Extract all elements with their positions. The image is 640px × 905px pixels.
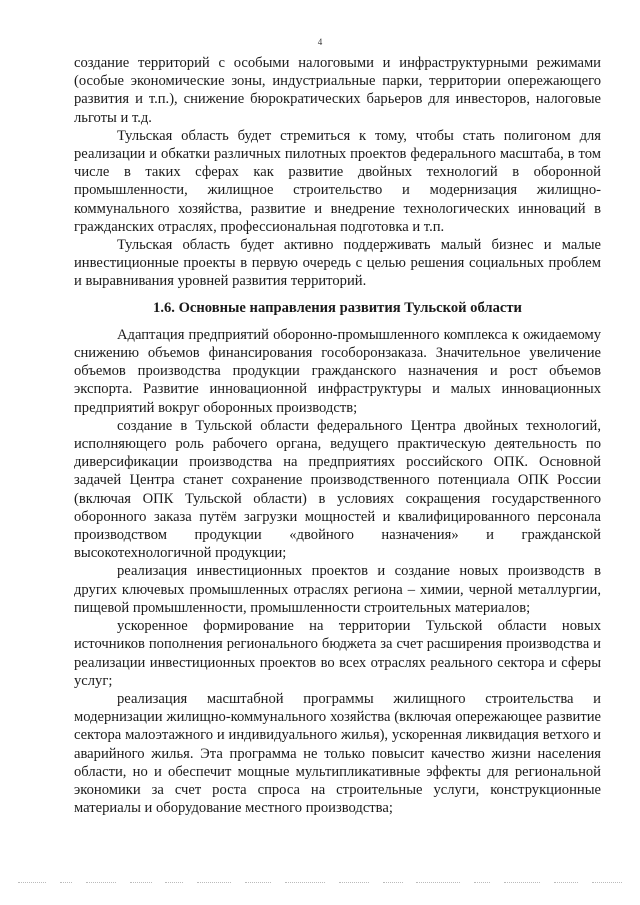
footer-mark <box>18 882 46 884</box>
footer-mark <box>165 882 183 884</box>
paragraph-housing-program: реализация масштабной программы жилищного строительства и модернизации жилищно-коммунального хозяйства (включая опережающее развитие сектора малоэтажного и индивидуального жилья), ускоренная ликвидация ветхого и аварийного жилья. Эта программа не только повысит качество жизни населения области, но и обеспечит мощные мультипликативные эффекты для региональной экономики за счет роста спроса на строительные услуги, конструкционные материалы и оборудование местного производства; <box>74 690 601 817</box>
document-body <box>74 54 601 817</box>
footer-mark <box>339 882 369 884</box>
paragraph-budget-sources: ускоренное формирование на территории Тульской области новых источников пополнения регионального бюджета за счет расширения производства и реализации инвестиционных проектов во всех отраслях реального сектора и сферы услуг; <box>74 618 601 689</box>
paragraph-small-business: Тульская область будет активно поддерживать малый бизнес и малые инвестиционные проекты в первую очередь с целью решения социальных проблем и выравнивания уровней развития территорий. <box>74 237 601 290</box>
paragraph-investment-projects: реализация инвестиционных проектов и создание новых производств в других ключевых промышленных отраслях региона – химии, черной металлургии, пищевой промышленности, промышленности строительных материалов; <box>74 563 601 616</box>
footer-mark <box>245 882 271 884</box>
footer-mark <box>197 882 231 884</box>
footer-mark <box>285 882 325 884</box>
footer-mark <box>383 882 403 884</box>
footer-mark <box>474 882 490 884</box>
footer-mark <box>554 882 578 884</box>
footer-mark <box>130 882 152 884</box>
paragraph-pilot-projects: Тульская область будет стремиться к тому, чтобы стать полигоном для реализации и обкатки различных пилотных проектов федерального масштаба, в том числе в таких сферах как развитие двойных технологий в оборонной промышленности, жилищное строительство и модернизация жилищно-коммунального хозяйства, развитие и внедрение технологических инноваций в гражданских отраслях, профессиональная подготовка и т.п. <box>74 127 601 235</box>
page-number: 4 <box>317 37 323 47</box>
paragraph-dual-tech-center: создание в Тульской области федерального Центра двойных технологий, исполняющего роль рабочего органа, ведущего практическую деятельность по диверсификации производства на предприятиях российского ОПК. Основной задачей Центра станет сохранение производственного потенциала ОПК России (включая ОПК Тульской области) в условиях сокращения государственного оборонного заказа путём загрузки мощностей и квалифицированного персонала производством продукции «двойного назначения» и гражданской высокотехнологичной продукции; <box>74 417 601 562</box>
footer-mark <box>504 882 540 884</box>
footer-mark <box>592 882 622 884</box>
footer-mark <box>416 882 460 884</box>
section-heading: 1.6. Основные направления развития Тульской области <box>153 299 522 316</box>
paragraph-continuation: создание территорий с особыми налоговыми и инфраструктурными режимами (особые экономические зоны, индустриальные парки, территории опережающего развития и т.п.), снижение бюрократических барьеров для инвесторов, налоговые льготы и т.д. <box>74 55 601 126</box>
paragraph-opk-adaptation: Адаптация предприятий оборонно-промышленного комплекса к ожидаемому снижению объемов финансирования гособоронзаказа. Значительное увеличение объемов производства продукции гражданского назначения и рост объемов экспорта. Развитие инновационной инфраструктуры и малых инновационных предприятий вокруг оборонных производств; <box>74 326 601 416</box>
footer-mark <box>60 882 72 884</box>
footer-scan-artifacts <box>18 882 622 884</box>
footer-mark <box>86 882 116 884</box>
